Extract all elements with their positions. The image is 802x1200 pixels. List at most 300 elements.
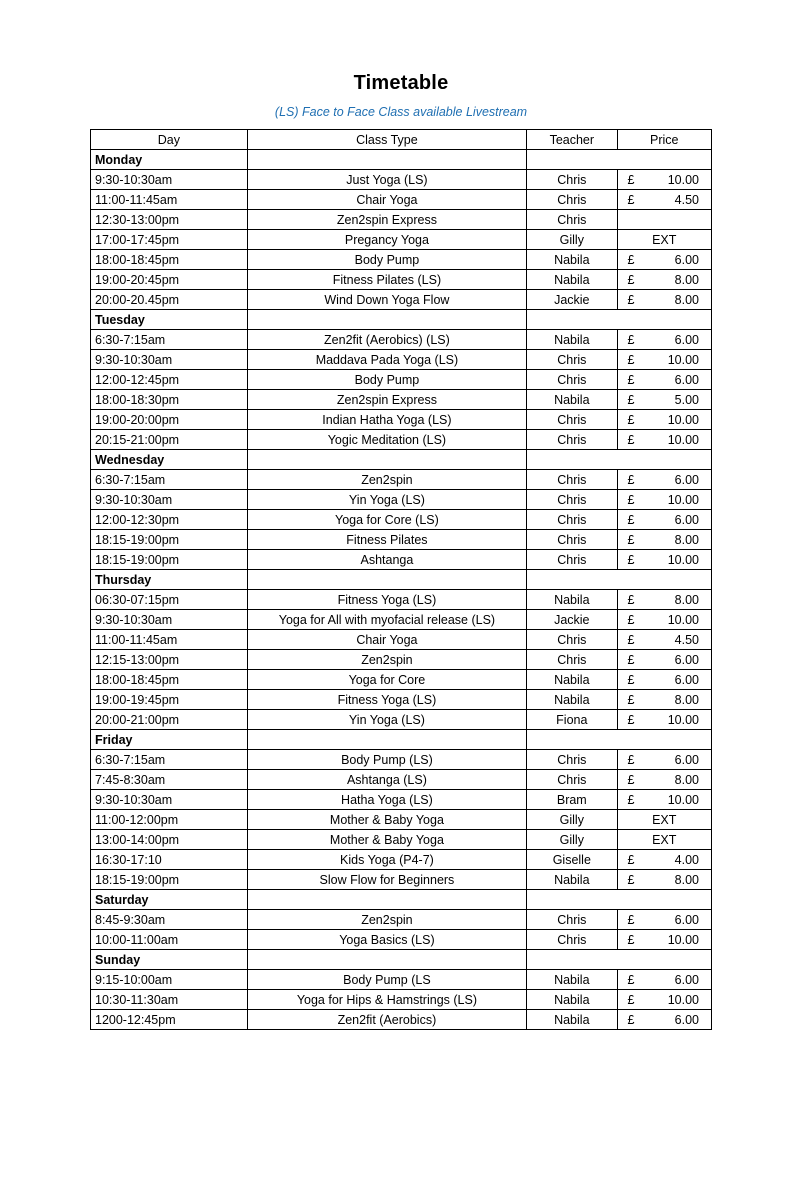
teacher-name: Nabila bbox=[527, 250, 617, 270]
price-amount: 10.00 bbox=[667, 432, 699, 447]
table-row bbox=[91, 190, 712, 210]
class-time: 20:15-21:00pm bbox=[91, 430, 248, 450]
price-value bbox=[622, 333, 707, 347]
class-price bbox=[617, 830, 711, 850]
class-time: 6:30-7:15am bbox=[91, 750, 248, 770]
price-amount: 10.00 bbox=[667, 352, 699, 367]
price-value bbox=[622, 473, 707, 487]
class-name: Yoga for Hips & Hamstrings (LS) bbox=[247, 990, 526, 1010]
table-row bbox=[91, 970, 712, 990]
class-time: 11:00-12:00pm bbox=[91, 810, 248, 830]
teacher-name: Nabila bbox=[527, 270, 617, 290]
price-amount: 6.00 bbox=[674, 472, 699, 487]
table-row bbox=[91, 750, 712, 770]
class-time: 11:00-11:45am bbox=[91, 190, 248, 210]
teacher-name: Nabila bbox=[527, 690, 617, 710]
day-header-row bbox=[91, 570, 712, 590]
teacher-name: Chris bbox=[527, 430, 617, 450]
currency-symbol: £ bbox=[627, 432, 635, 447]
class-time: 17:00-17:45pm bbox=[91, 230, 248, 250]
class-price bbox=[617, 970, 711, 990]
class-price bbox=[617, 350, 711, 370]
class-price bbox=[617, 470, 711, 490]
class-time: 18:00-18:45pm bbox=[91, 670, 248, 690]
class-name: Body Pump (LS) bbox=[247, 750, 526, 770]
class-type-cell-empty bbox=[247, 950, 526, 970]
price-value bbox=[622, 853, 707, 867]
class-price bbox=[617, 1010, 711, 1030]
class-name: Kids Yoga (P4-7) bbox=[247, 850, 526, 870]
class-price bbox=[617, 930, 711, 950]
table-row bbox=[91, 990, 712, 1010]
table-row bbox=[91, 270, 712, 290]
price-amount: 10.00 bbox=[667, 492, 699, 507]
day-header-row bbox=[91, 310, 712, 330]
teacher-name: Chris bbox=[527, 770, 617, 790]
day-label: Tuesday bbox=[91, 310, 248, 330]
table-row bbox=[91, 810, 712, 830]
teacher-name: Nabila bbox=[527, 1010, 617, 1030]
class-price bbox=[617, 530, 711, 550]
class-name: Mother & Baby Yoga bbox=[247, 810, 526, 830]
day-header-row bbox=[91, 150, 712, 170]
class-name: Yoga for Core bbox=[247, 670, 526, 690]
class-price bbox=[617, 990, 711, 1010]
price-amount: 6.00 bbox=[674, 652, 699, 667]
currency-symbol: £ bbox=[627, 292, 635, 307]
currency-symbol: £ bbox=[627, 372, 635, 387]
teacher-name: Nabila bbox=[527, 990, 617, 1010]
teacher-name: Fiona bbox=[527, 710, 617, 730]
class-price bbox=[617, 910, 711, 930]
table-row bbox=[91, 290, 712, 310]
class-price bbox=[617, 210, 711, 230]
class-time: 9:30-10:30am bbox=[91, 490, 248, 510]
price-value bbox=[622, 633, 707, 647]
table-row bbox=[91, 510, 712, 530]
teacher-name: Gilly bbox=[527, 230, 617, 250]
teacher-name: Nabila bbox=[527, 590, 617, 610]
teacher-name: Gilly bbox=[527, 830, 617, 850]
class-name: Yin Yoga (LS) bbox=[247, 490, 526, 510]
teacher-name: Chris bbox=[527, 190, 617, 210]
price-amount: 4.00 bbox=[674, 852, 699, 867]
price-amount: 10.00 bbox=[667, 712, 699, 727]
price-value bbox=[622, 173, 707, 187]
class-time: 18:00-18:30pm bbox=[91, 390, 248, 410]
class-name: Ashtanga (LS) bbox=[247, 770, 526, 790]
class-name: Body Pump bbox=[247, 250, 526, 270]
class-name: Zen2spin bbox=[247, 470, 526, 490]
price-amount: 6.00 bbox=[674, 672, 699, 687]
teacher-name: Nabila bbox=[527, 670, 617, 690]
table-row bbox=[91, 210, 712, 230]
class-price bbox=[617, 670, 711, 690]
class-name: Indian Hatha Yoga (LS) bbox=[247, 410, 526, 430]
price-value bbox=[622, 933, 707, 947]
price-amount: 8.00 bbox=[674, 592, 699, 607]
class-name: Maddava Pada Yoga (LS) bbox=[247, 350, 526, 370]
currency-symbol: £ bbox=[627, 972, 635, 987]
teacher-name: Chris bbox=[527, 210, 617, 230]
class-name: Fitness Pilates bbox=[247, 530, 526, 550]
teacher-name: Chris bbox=[527, 510, 617, 530]
table-row bbox=[91, 930, 712, 950]
price-amount: 10.00 bbox=[667, 792, 699, 807]
class-price bbox=[617, 810, 711, 830]
class-name: Chair Yoga bbox=[247, 190, 526, 210]
currency-symbol: £ bbox=[627, 412, 635, 427]
price-value bbox=[622, 793, 707, 807]
column-header-day: Day bbox=[91, 130, 248, 150]
class-price bbox=[617, 790, 711, 810]
class-time: 19:00-20:00pm bbox=[91, 410, 248, 430]
table-row bbox=[91, 610, 712, 630]
table-row bbox=[91, 870, 712, 890]
class-time: 8:45-9:30am bbox=[91, 910, 248, 930]
price-value bbox=[622, 193, 707, 207]
table-row bbox=[91, 690, 712, 710]
class-time: 16:30-17:10 bbox=[91, 850, 248, 870]
currency-symbol: £ bbox=[627, 992, 635, 1007]
class-name: Body Pump (LS bbox=[247, 970, 526, 990]
day-label: Sunday bbox=[91, 950, 248, 970]
currency-symbol: £ bbox=[627, 612, 635, 627]
teacher-cell-empty bbox=[527, 950, 617, 970]
day-header-row bbox=[91, 450, 712, 470]
price-amount: 8.00 bbox=[674, 692, 699, 707]
class-time: 18:15-19:00pm bbox=[91, 530, 248, 550]
class-price bbox=[617, 270, 711, 290]
price-value bbox=[622, 993, 707, 1007]
class-type-cell-empty bbox=[247, 450, 526, 470]
table-row bbox=[91, 230, 712, 250]
price-amount: 8.00 bbox=[674, 772, 699, 787]
table-row bbox=[91, 410, 712, 430]
table-row bbox=[91, 370, 712, 390]
table-row bbox=[91, 770, 712, 790]
class-time: 19:00-20:45pm bbox=[91, 270, 248, 290]
class-price bbox=[617, 850, 711, 870]
page-subtitle: (LS) Face to Face Class available Livestream bbox=[274, 105, 528, 119]
teacher-name: Bram bbox=[527, 790, 617, 810]
table-header bbox=[91, 130, 712, 150]
price-value bbox=[622, 773, 707, 787]
table-row bbox=[91, 350, 712, 370]
class-price bbox=[617, 690, 711, 710]
table-row bbox=[91, 330, 712, 350]
teacher-name: Chris bbox=[527, 410, 617, 430]
price-ext-label: EXT bbox=[652, 232, 677, 247]
class-name: Zen2fit (Aerobics) (LS) bbox=[247, 330, 526, 350]
currency-symbol: £ bbox=[627, 532, 635, 547]
class-time: 19:00-19:45pm bbox=[91, 690, 248, 710]
currency-symbol: £ bbox=[627, 872, 635, 887]
price-value bbox=[622, 613, 707, 627]
day-label: Saturday bbox=[91, 890, 248, 910]
table-row bbox=[91, 170, 712, 190]
price-cell-empty bbox=[617, 730, 711, 750]
currency-symbol: £ bbox=[627, 512, 635, 527]
table-row bbox=[91, 650, 712, 670]
teacher-name: Giselle bbox=[527, 850, 617, 870]
class-time: 18:00-18:45pm bbox=[91, 250, 248, 270]
teacher-name: Chris bbox=[527, 490, 617, 510]
price-amount: 8.00 bbox=[674, 272, 699, 287]
class-type-cell-empty bbox=[247, 310, 526, 330]
page-title: Timetable bbox=[353, 72, 449, 94]
currency-symbol: £ bbox=[627, 472, 635, 487]
currency-symbol: £ bbox=[627, 912, 635, 927]
table-row bbox=[91, 550, 712, 570]
class-price bbox=[617, 770, 711, 790]
class-price bbox=[617, 250, 711, 270]
price-amount: 8.00 bbox=[674, 292, 699, 307]
class-price bbox=[617, 550, 711, 570]
column-header-class-type: Class Type bbox=[247, 130, 526, 150]
class-type-cell-empty bbox=[247, 890, 526, 910]
class-name: Yoga Basics (LS) bbox=[247, 930, 526, 950]
currency-symbol: £ bbox=[627, 932, 635, 947]
class-price bbox=[617, 170, 711, 190]
table-row bbox=[91, 910, 712, 930]
day-header-row bbox=[91, 950, 712, 970]
price-value bbox=[622, 293, 707, 307]
class-time: 12:00-12:45pm bbox=[91, 370, 248, 390]
class-time: 6:30-7:15am bbox=[91, 330, 248, 350]
price-amount: 8.00 bbox=[674, 872, 699, 887]
table-row bbox=[91, 470, 712, 490]
table-row bbox=[91, 630, 712, 650]
class-price bbox=[617, 290, 711, 310]
class-name: Zen2spin bbox=[247, 650, 526, 670]
day-header-row bbox=[91, 730, 712, 750]
price-value bbox=[622, 533, 707, 547]
table-header-row bbox=[91, 130, 712, 150]
price-amount: 10.00 bbox=[667, 992, 699, 1007]
class-price bbox=[617, 630, 711, 650]
currency-symbol: £ bbox=[627, 712, 635, 727]
table-row bbox=[91, 710, 712, 730]
class-time: 9:30-10:30am bbox=[91, 610, 248, 630]
class-name: Zen2spin Express bbox=[247, 210, 526, 230]
day-label: Monday bbox=[91, 150, 248, 170]
class-time: 10:30-11:30am bbox=[91, 990, 248, 1010]
currency-symbol: £ bbox=[627, 552, 635, 567]
table-row bbox=[91, 430, 712, 450]
price-amount: 6.00 bbox=[674, 372, 699, 387]
price-value bbox=[622, 513, 707, 527]
currency-symbol: £ bbox=[627, 752, 635, 767]
price-value bbox=[622, 433, 707, 447]
teacher-name: Nabila bbox=[527, 970, 617, 990]
class-name: Mother & Baby Yoga bbox=[247, 830, 526, 850]
class-price bbox=[617, 870, 711, 890]
table-row bbox=[91, 250, 712, 270]
class-time: 9:30-10:30am bbox=[91, 170, 248, 190]
class-price bbox=[617, 650, 711, 670]
price-amount: 6.00 bbox=[674, 252, 699, 267]
price-cell-empty bbox=[617, 570, 711, 590]
class-time: 11:00-11:45am bbox=[91, 630, 248, 650]
price-ext-label: EXT bbox=[652, 812, 677, 827]
timetable bbox=[90, 129, 712, 1030]
teacher-name: Gilly bbox=[527, 810, 617, 830]
class-time: 12:30-13:00pm bbox=[91, 210, 248, 230]
class-price bbox=[617, 750, 711, 770]
column-header-teacher: Teacher bbox=[527, 130, 617, 150]
price-amount: 8.00 bbox=[674, 532, 699, 547]
table-row bbox=[91, 830, 712, 850]
teacher-name: Chris bbox=[527, 550, 617, 570]
day-header-row bbox=[91, 890, 712, 910]
currency-symbol: £ bbox=[627, 772, 635, 787]
class-price bbox=[617, 610, 711, 630]
teacher-name: Chris bbox=[527, 650, 617, 670]
price-cell-empty bbox=[617, 450, 711, 470]
class-name: Zen2spin Express bbox=[247, 390, 526, 410]
teacher-cell-empty bbox=[527, 570, 617, 590]
class-price bbox=[617, 190, 711, 210]
table-body bbox=[91, 150, 712, 1030]
teacher-name: Chris bbox=[527, 170, 617, 190]
class-price bbox=[617, 230, 711, 250]
class-name: Fitness Pilates (LS) bbox=[247, 270, 526, 290]
price-amount: 6.00 bbox=[674, 912, 699, 927]
price-amount: 6.00 bbox=[674, 332, 699, 347]
currency-symbol: £ bbox=[627, 692, 635, 707]
table-row bbox=[91, 390, 712, 410]
currency-symbol: £ bbox=[627, 792, 635, 807]
class-name: Slow Flow for Beginners bbox=[247, 870, 526, 890]
table-row bbox=[91, 1010, 712, 1030]
currency-symbol: £ bbox=[627, 352, 635, 367]
price-cell-empty bbox=[617, 950, 711, 970]
class-name: Zen2spin bbox=[247, 910, 526, 930]
class-name: Pregancy Yoga bbox=[247, 230, 526, 250]
teacher-name: Nabila bbox=[527, 390, 617, 410]
price-value bbox=[622, 553, 707, 567]
class-time: 9:30-10:30am bbox=[91, 350, 248, 370]
price-amount: 4.50 bbox=[674, 192, 699, 207]
price-amount: 10.00 bbox=[667, 612, 699, 627]
class-name: Fitness Yoga (LS) bbox=[247, 590, 526, 610]
class-type-cell-empty bbox=[247, 730, 526, 750]
currency-symbol: £ bbox=[627, 592, 635, 607]
price-cell-empty bbox=[617, 890, 711, 910]
price-value bbox=[622, 373, 707, 387]
teacher-cell-empty bbox=[527, 310, 617, 330]
table-row bbox=[91, 530, 712, 550]
class-time: 10:00-11:00am bbox=[91, 930, 248, 950]
class-type-cell-empty bbox=[247, 570, 526, 590]
currency-symbol: £ bbox=[627, 652, 635, 667]
price-value bbox=[622, 913, 707, 927]
price-amount: 6.00 bbox=[674, 752, 699, 767]
teacher-name: Chris bbox=[527, 530, 617, 550]
price-amount: 5.00 bbox=[674, 392, 699, 407]
class-time: 20:00-20.45pm bbox=[91, 290, 248, 310]
price-amount: 4.50 bbox=[674, 632, 699, 647]
teacher-name: Nabila bbox=[527, 330, 617, 350]
teacher-name: Jackie bbox=[527, 290, 617, 310]
price-value bbox=[622, 1013, 707, 1027]
teacher-cell-empty bbox=[527, 450, 617, 470]
price-value bbox=[622, 253, 707, 267]
teacher-name: Chris bbox=[527, 470, 617, 490]
class-price bbox=[617, 390, 711, 410]
class-time: 18:15-19:00pm bbox=[91, 870, 248, 890]
currency-symbol: £ bbox=[627, 632, 635, 647]
price-value bbox=[622, 353, 707, 367]
class-time: 12:15-13:00pm bbox=[91, 650, 248, 670]
teacher-cell-empty bbox=[527, 150, 617, 170]
price-amount: 6.00 bbox=[674, 1012, 699, 1027]
currency-symbol: £ bbox=[627, 272, 635, 287]
class-price bbox=[617, 490, 711, 510]
class-type-cell-empty bbox=[247, 150, 526, 170]
price-cell-empty bbox=[617, 310, 711, 330]
class-time: 18:15-19:00pm bbox=[91, 550, 248, 570]
price-amount: 10.00 bbox=[667, 412, 699, 427]
currency-symbol: £ bbox=[627, 192, 635, 207]
class-name: Wind Down Yoga Flow bbox=[247, 290, 526, 310]
price-value bbox=[622, 653, 707, 667]
table-row bbox=[91, 790, 712, 810]
table-row bbox=[91, 590, 712, 610]
currency-symbol: £ bbox=[627, 332, 635, 347]
class-name: Ashtanga bbox=[247, 550, 526, 570]
table-row bbox=[91, 490, 712, 510]
class-price bbox=[617, 590, 711, 610]
class-time: 1200-12:45pm bbox=[91, 1010, 248, 1030]
currency-symbol: £ bbox=[627, 1012, 635, 1027]
teacher-name: Chris bbox=[527, 930, 617, 950]
price-value bbox=[622, 693, 707, 707]
currency-symbol: £ bbox=[627, 852, 635, 867]
price-amount: 6.00 bbox=[674, 972, 699, 987]
class-price bbox=[617, 370, 711, 390]
currency-symbol: £ bbox=[627, 172, 635, 187]
column-header-price: Price bbox=[617, 130, 711, 150]
price-value bbox=[622, 973, 707, 987]
day-label: Wednesday bbox=[91, 450, 248, 470]
price-ext-label: EXT bbox=[652, 832, 677, 847]
class-name: Yoga for All with myofacial release (LS) bbox=[247, 610, 526, 630]
class-time: 9:15-10:00am bbox=[91, 970, 248, 990]
class-name: Body Pump bbox=[247, 370, 526, 390]
class-time: 7:45-8:30am bbox=[91, 770, 248, 790]
class-time: 9:30-10:30am bbox=[91, 790, 248, 810]
class-name: Chair Yoga bbox=[247, 630, 526, 650]
currency-symbol: £ bbox=[627, 672, 635, 687]
day-label: Thursday bbox=[91, 570, 248, 590]
class-time: 12:00-12:30pm bbox=[91, 510, 248, 530]
class-price bbox=[617, 430, 711, 450]
day-label: Friday bbox=[91, 730, 248, 750]
class-name: Yogic Meditation (LS) bbox=[247, 430, 526, 450]
currency-symbol: £ bbox=[627, 492, 635, 507]
class-time: 20:00-21:00pm bbox=[91, 710, 248, 730]
price-value bbox=[622, 593, 707, 607]
teacher-name: Chris bbox=[527, 350, 617, 370]
table-row bbox=[91, 850, 712, 870]
price-value bbox=[622, 713, 707, 727]
class-name: Just Yoga (LS) bbox=[247, 170, 526, 190]
price-value bbox=[622, 413, 707, 427]
class-price bbox=[617, 330, 711, 350]
teacher-cell-empty bbox=[527, 730, 617, 750]
